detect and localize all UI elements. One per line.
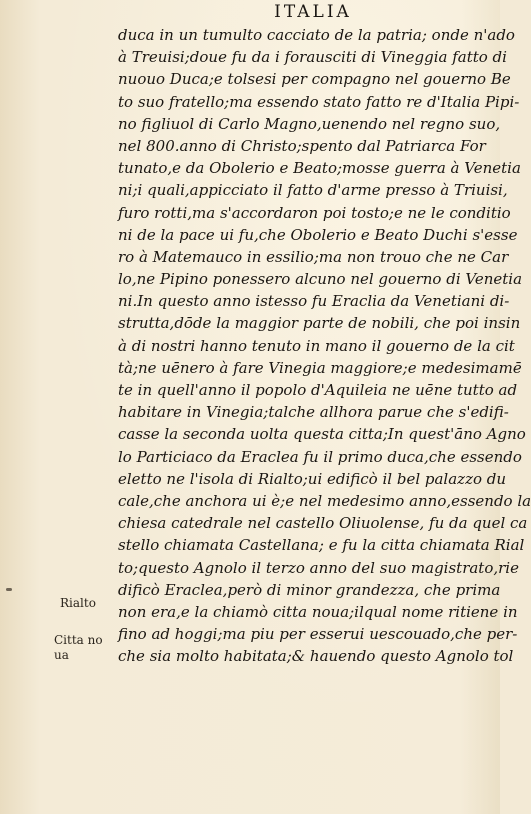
text-line: strutta,dōde la maggior parte de nobili, che poi insin (118, 314, 521, 333)
text-line: lo,ne Pipino ponessero alcuno nel gouerno di Venetia (118, 270, 523, 289)
text-line: eletto ne l'isola di Rialto;ui edificò il bel palazzo du (118, 469, 507, 488)
text-line: tunato,e da Obolerio e Beato;mosse guerra à Venetia (118, 159, 521, 178)
text-line: to;questo Agnolo il terzo anno del suo magistrato,rie (118, 558, 519, 577)
text-line: lo Particiaco da Eraclea fu il primo duca,che essendo (118, 447, 522, 466)
text-line: à di nostri hanno tenuto in mano il gouerno de la cit (118, 336, 515, 355)
running-title: ITALIA (274, 2, 352, 22)
text-line: che sia molto habitata;& hauendo questo Agnolo tol (118, 647, 514, 666)
text-line: chiesa catedrale nel castello Oliuolense, fu da quel ca (118, 514, 528, 533)
text-line: tà;ne uēnero à fare Vinegia maggiore;e medesimamē (118, 358, 522, 377)
text-line: duca in un tumulto cacciato de la patria; onde n'ado (118, 26, 515, 44)
ink-mark (6, 588, 12, 591)
text-line: fino ad hoggi;ma piu per esserui uescouado,che per- (118, 625, 518, 644)
margin-note-citta-noua (54, 633, 104, 663)
text-line: cale,che anchora ui è;e nel medesimo anno,essendo la (118, 491, 531, 510)
text-line: ro à Matemauco in essilio;ma non trouo che ne Car (118, 247, 509, 266)
margin-note-rialto: Rialto (60, 596, 96, 610)
text-line: habitare in Vinegia;talche allhora parue che s'edifi- (118, 403, 509, 422)
text-line: no figliuol di Carlo Magno,uenendo nel regno suo, (118, 114, 501, 133)
text-line: dificò Eraclea,però di minor grandezza, che prima (118, 580, 501, 599)
body-text (118, 24, 531, 667)
text-line: nel 800.anno di Christo;spento dal Patriarca For (118, 136, 486, 155)
text-line: ni de la pace ui fu,che Obolerio e Beato Duchi s'esse (118, 225, 518, 244)
text-line: stello chiamata Castellana; e fu la citta chiamata Rial (118, 536, 525, 555)
margin-note-line: Citta no (54, 633, 103, 647)
text-line: ni;i quali,appicciato il fatto d'arme presso à Triuisi, (118, 181, 508, 200)
text-line: te in quell'anno il popolo d'Aquileia ne uēne tutto ad (118, 381, 518, 399)
text-line: ni.In questo anno istesso fu Eraclia da Venetiani di- (118, 292, 510, 311)
margin-note-line: ua (54, 648, 69, 662)
text-line: nuouo Duca;e tolsesi per compagno nel gouerno Be (118, 70, 511, 89)
text-line: to suo fratello;ma essendo stato fatto re d'Italia Pipi- (118, 92, 520, 111)
text-line: à Treuisi;doue fu da i forausciti di Vineggia fatto di (118, 48, 507, 67)
text-line: casse la seconda uolta questa citta;In quest'āno Agno (118, 425, 526, 444)
text-line: furo rotti,ma s'accordaron poi tosto;e ne le conditio (118, 203, 511, 222)
text-line: non era,e la chiamò citta noua;ilqual nome ritiene in (118, 602, 518, 621)
